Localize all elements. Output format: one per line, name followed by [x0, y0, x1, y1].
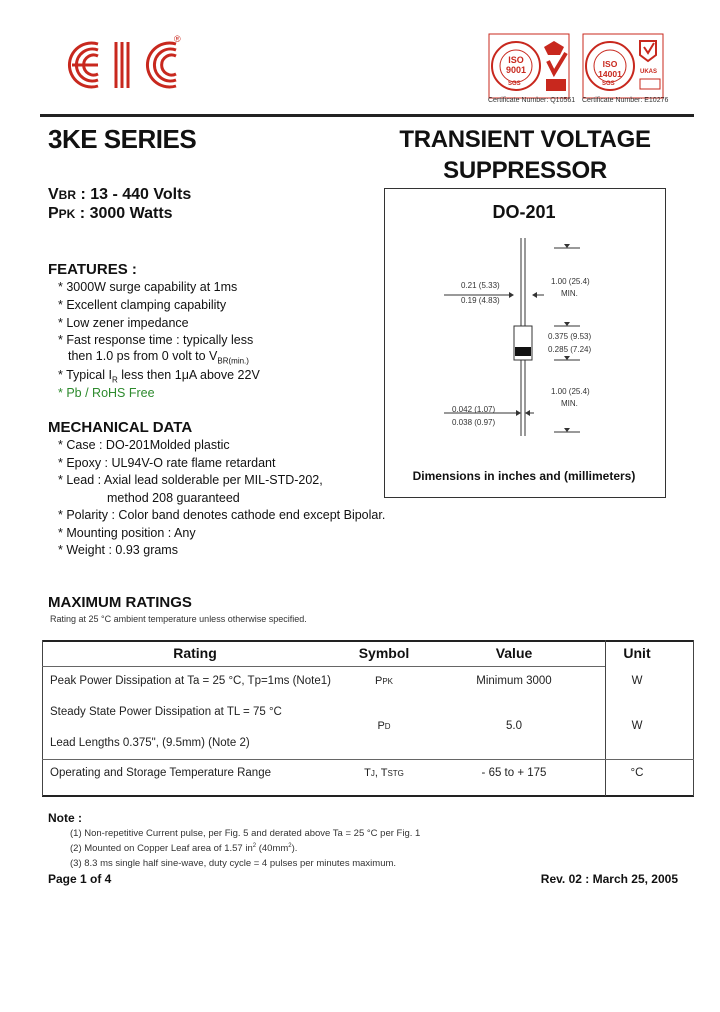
row2-symbol-main: P — [377, 720, 385, 732]
feature-text: then 1.0 ps from 0 volt to V — [68, 349, 218, 363]
dim-lead-len-top: 1.00 (25.4) — [551, 277, 590, 286]
table-unit-divider — [605, 640, 606, 796]
diode-outline-diagram — [384, 230, 664, 440]
col-header-value: Value — [495, 645, 533, 661]
table-left-border — [42, 640, 43, 796]
row1-rating: Peak Power Dissipation at Ta = 25 °C, Tp=1ms (Note1) — [50, 675, 331, 687]
mechanical-item: * Lead : Axial lead solderable per MIL-STD-202, — [58, 473, 323, 487]
dim-body-len-min: 0.285 (7.24) — [548, 345, 592, 354]
features-heading: FEATURES : — [48, 261, 137, 278]
header-rule — [40, 114, 694, 117]
note-item: (1) Non-repetitive Current pulse, per Fig. 5 and derated above Ta = 25 °C per Fig. 1 — [70, 828, 421, 839]
dim-lead-len-top-min: MIN. — [561, 289, 578, 298]
feature-item: * Fast response time : typically less — [58, 333, 254, 347]
row3-rating: Operating and Storage Temperature Range — [50, 767, 271, 779]
row2-unit: W — [631, 720, 643, 732]
spec-vbr-sub: BR — [58, 188, 77, 202]
dim-lead-dia-min: 0.038 (0.97) — [452, 418, 496, 427]
feature-item: * Low zener impedance — [58, 316, 189, 330]
feature-item: * Excellent clamping capability — [58, 298, 227, 312]
dim-lead-len-bot-min: MIN. — [561, 399, 578, 408]
dim-body-dia-min: 0.19 (4.83) — [461, 296, 500, 305]
col-header-symbol: Symbol — [358, 645, 410, 661]
revision-date: Rev. 02 : March 25, 2005 — [540, 872, 678, 886]
table-header-rule — [42, 666, 605, 667]
col-header-unit: Unit — [623, 645, 651, 661]
note-item — [70, 843, 297, 854]
row2-value: 5.0 — [506, 720, 522, 732]
mechanical-item: * Epoxy : UL94V-O rate flame retardant — [58, 456, 276, 470]
row1-symbol-main: P — [374, 675, 383, 687]
feature-text: A above 22V — [188, 368, 260, 382]
row1-symbol — [344, 675, 424, 687]
row2-rating-line2: Lead Lengths 0.375", (9.5mm) (Note 2) — [50, 737, 250, 749]
eic-logo — [64, 36, 190, 94]
row2-rating: Steady State Power Dissipation at TL = 75 °C — [50, 706, 282, 718]
iso9001-badge: ISO 9001 — [505, 55, 527, 75]
row1-symbol-sub: PK — [382, 677, 393, 686]
feature-text: less then 1 — [117, 368, 182, 382]
dimensions-caption: Dimensions in inches and (millimeters) — [412, 469, 636, 483]
table-right-border — [693, 640, 694, 796]
dim-lead-dia-max: 0.042 (1.07) — [452, 405, 496, 414]
note-sup: 2 — [252, 843, 257, 849]
iso14001-caption: Certificate Number: E10276 — [582, 97, 669, 104]
feature-sub: BR(min.) — [217, 356, 249, 366]
iso9001-seal — [488, 33, 570, 101]
table-bottom-rule — [42, 795, 694, 797]
feature-item-rohs: * Pb / RoHS Free — [58, 386, 155, 400]
iso9001-caption: Certificate Number: Q10561 — [488, 97, 576, 104]
notes-heading: Note : — [48, 811, 82, 825]
mechanical-heading: MECHANICAL DATA — [48, 419, 193, 436]
mechanical-item-continued: method 208 guaranteed — [107, 491, 240, 505]
mechanical-item: * Polarity : Color band denotes cathode end except Bipolar. — [58, 508, 386, 522]
feature-item-continued — [68, 349, 249, 366]
mechanical-item: * Case : DO-201Molded plastic — [58, 438, 230, 452]
row2-symbol-sub: D — [384, 722, 391, 731]
feature-mu: μ — [181, 368, 189, 382]
row3-symbol — [344, 767, 424, 779]
col-header-rating: Rating — [173, 645, 217, 661]
note-item: (3) 8.3 ms single half sine-wave, duty cycle = 4 pulses per minutes maximum. — [70, 858, 397, 869]
table-top-rule — [42, 640, 694, 642]
spec-ppk — [48, 205, 173, 223]
dim-lead-len-bot: 1.00 (25.4) — [551, 387, 590, 396]
row3-symbol-sep: , T — [374, 767, 388, 779]
ratings-note: Rating at 25 °C ambient temperature unless otherwise specified. — [50, 614, 307, 624]
package-name: DO-201 — [492, 202, 556, 222]
cathode-band — [515, 347, 531, 356]
spec-vbr-value: : 13 - 440 Volts — [76, 186, 192, 203]
row3-unit: °C — [630, 767, 644, 779]
series-title: 3KE SERIES — [48, 124, 197, 154]
iso9001-org: SGS — [508, 81, 521, 87]
product-title-line1: TRANSIENT VOLTAGE — [399, 126, 651, 153]
spec-vbr — [48, 186, 191, 204]
ukas-mark: UKAS — [640, 69, 658, 75]
spec-ppk-symbol: P — [48, 205, 59, 222]
mechanical-item: * Mounting position : Any — [58, 526, 196, 540]
table-row-rule — [42, 759, 694, 760]
row3-value: - 65 to + 175 — [481, 767, 547, 779]
dim-body-dia-max: 0.21 (5.33) — [461, 281, 500, 290]
registered-mark: ® — [174, 34, 181, 44]
spec-ppk-value: : 3000 Watts — [75, 205, 173, 222]
note-text: (2) Mounted on Copper Leaf area of 1.57 in — [70, 843, 253, 855]
iso14001-seal — [582, 33, 664, 101]
spec-vbr-symbol: V — [48, 186, 59, 203]
feature-sub: R — [111, 375, 118, 385]
spec-ppk-sub: PK — [58, 207, 76, 221]
iso14001-badge: ISO 14001 — [598, 59, 622, 79]
note-text: ). — [291, 843, 298, 855]
feature-text: * Typical I — [58, 368, 112, 382]
row3-symbol-sub: J — [370, 769, 375, 778]
note-sup: 2 — [288, 843, 292, 849]
row3-symbol-main: T — [364, 767, 371, 779]
note-text: (40mm — [256, 843, 289, 855]
product-title-line2: SUPPRESSOR — [443, 157, 607, 184]
page-number: Page 1 of 4 — [48, 872, 112, 886]
row2-symbol — [344, 720, 424, 732]
feature-item: * 3000W surge capability at 1ms — [58, 280, 238, 294]
row1-value: Minimum 3000 — [476, 675, 552, 687]
iso14001-org: SGS — [602, 81, 615, 87]
feature-item — [58, 368, 260, 385]
dim-body-len-max: 0.375 (9.53) — [548, 332, 592, 341]
row3-symbol-sub2: STG — [387, 769, 404, 778]
mechanical-item: * Weight : 0.93 grams — [58, 543, 178, 557]
ratings-heading: MAXIMUM RATINGS — [48, 594, 192, 611]
row1-unit: W — [631, 675, 643, 687]
